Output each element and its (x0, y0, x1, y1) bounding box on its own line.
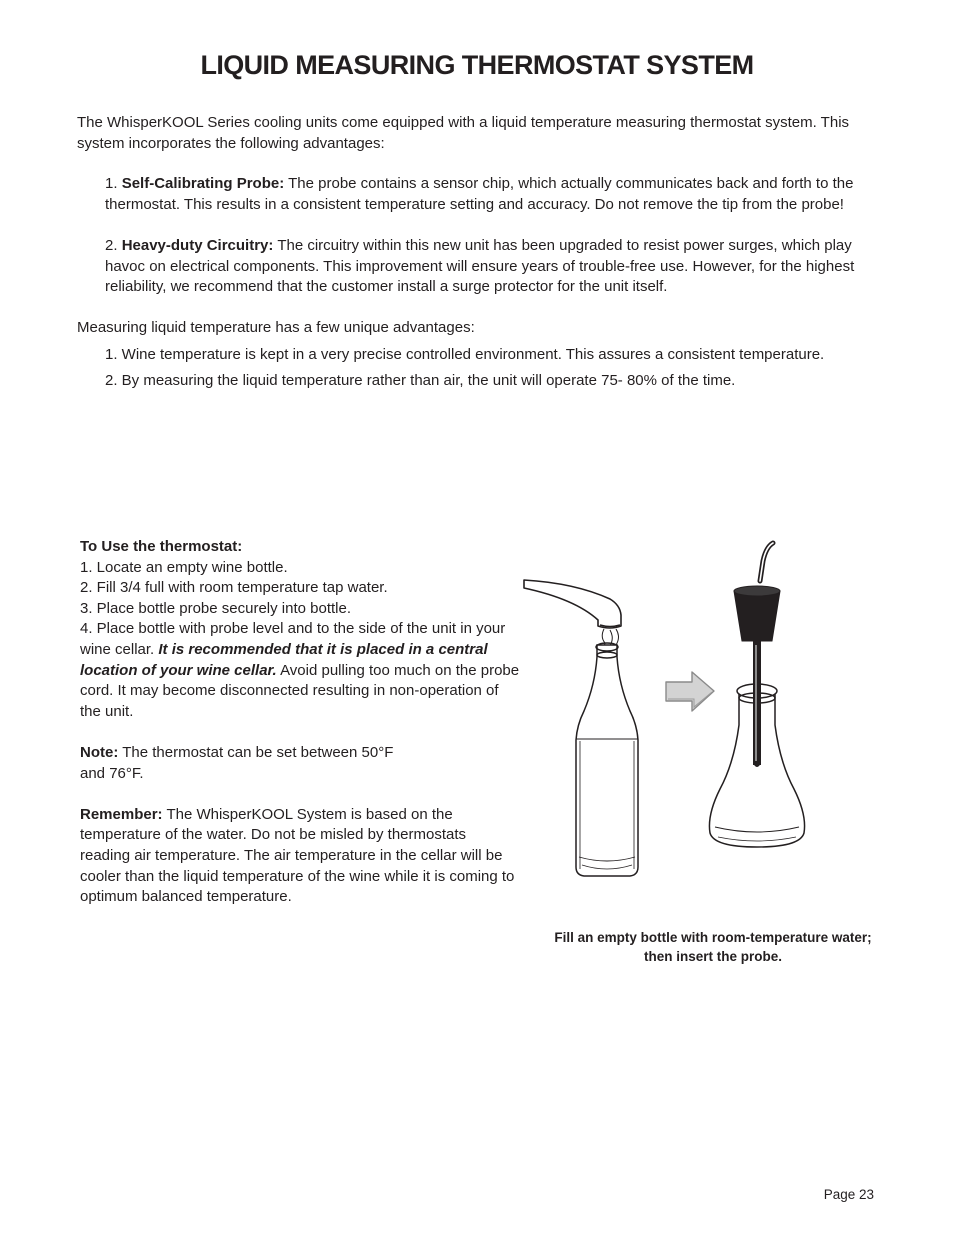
faucet-icon (524, 580, 621, 628)
page-title: LIQUID MEASURING THERMOSTAT SYSTEM (200, 50, 754, 80)
use-step-1: 1. Locate an empty wine bottle. (80, 558, 288, 576)
use-step-4 (80, 619, 520, 722)
use-step-2: 2. Fill 3/4 full with room temperature tap water. (80, 579, 388, 597)
use-step-4-start: 4. Place bottle with probe level and to the side of the unit in your wine cellar. (80, 620, 506, 658)
note-text: The thermostat can be set between 50°F and 76°F. (80, 743, 394, 782)
advantage-heading: Heavy-duty Circuitry: (121, 237, 274, 254)
intro-paragraph: The WhisperKOOL Series cooling units come equipped with a liquid temperature measuring thermostat system. This system incorporates the following advantages: (77, 114, 850, 152)
thermostat-illustration (520, 535, 820, 885)
advantage-heading: Self-Calibrating Probe: (121, 175, 285, 192)
use-step-4-end: Avoid pulling too much on the probe cord. It may become disconnected resulting in non-operation of the unit. (80, 661, 520, 720)
figure-caption: Fill an empty bottle with room-temperature water; then insert the probe. (554, 930, 872, 964)
advantage-number: 2. (105, 237, 118, 254)
wine-bottle-icon (576, 643, 638, 876)
remember-label: Remember: (80, 805, 163, 823)
measuring-item-1: 1. Wine temperature is kept in a very precise controlled environment. This assures a consistent temperature. (105, 346, 825, 363)
advantage-text: The probe contains a sensor chip, which actually communicates back and forth to the thermostat. This results in a consistent temperature setting and accuracy. Do not remove the tip from the probe! (105, 175, 854, 213)
use-thermostat-section (80, 537, 520, 908)
advantage-number: 1. (105, 175, 118, 192)
use-step-3: 3. Place bottle probe securely into bottle. (80, 599, 351, 617)
remember-text: The WhisperKOOL System is based on the temperature of the water. Do not be misled by thermostats reading air temperature. The air temperature in the cellar will be cooler than the liquid temperature of the wine while it is coming to optimum balanced temperature. (80, 805, 515, 906)
advantage-item-2 (105, 236, 885, 298)
measuring-item-2: 2. By measuring the liquid temperature rather than air, the unit will operate 75- 80% of the time. (105, 372, 736, 389)
arrow-right-icon (666, 672, 714, 711)
use-step-4-emphasis: It is recommended that it is placed in a central location of your wine cellar. (80, 640, 488, 679)
page-number: Page 23 (823, 1187, 874, 1202)
advantage-item-1 (105, 174, 885, 215)
note-label: Note: (80, 743, 119, 761)
use-heading: To Use the thermostat: (80, 538, 243, 555)
advantage-text: The circuitry within this new unit has been upgraded to resist power surges, which play havoc on electrical components. This improvement will ensure years of trouble-free use. However, for the highest reliability, we recommend that the customer install a surge protector for the unit itself. (105, 237, 855, 295)
measuring-intro: Measuring liquid temperature has a few unique advantages: (77, 319, 475, 336)
remember-paragraph (80, 805, 520, 908)
note-paragraph (80, 743, 420, 784)
